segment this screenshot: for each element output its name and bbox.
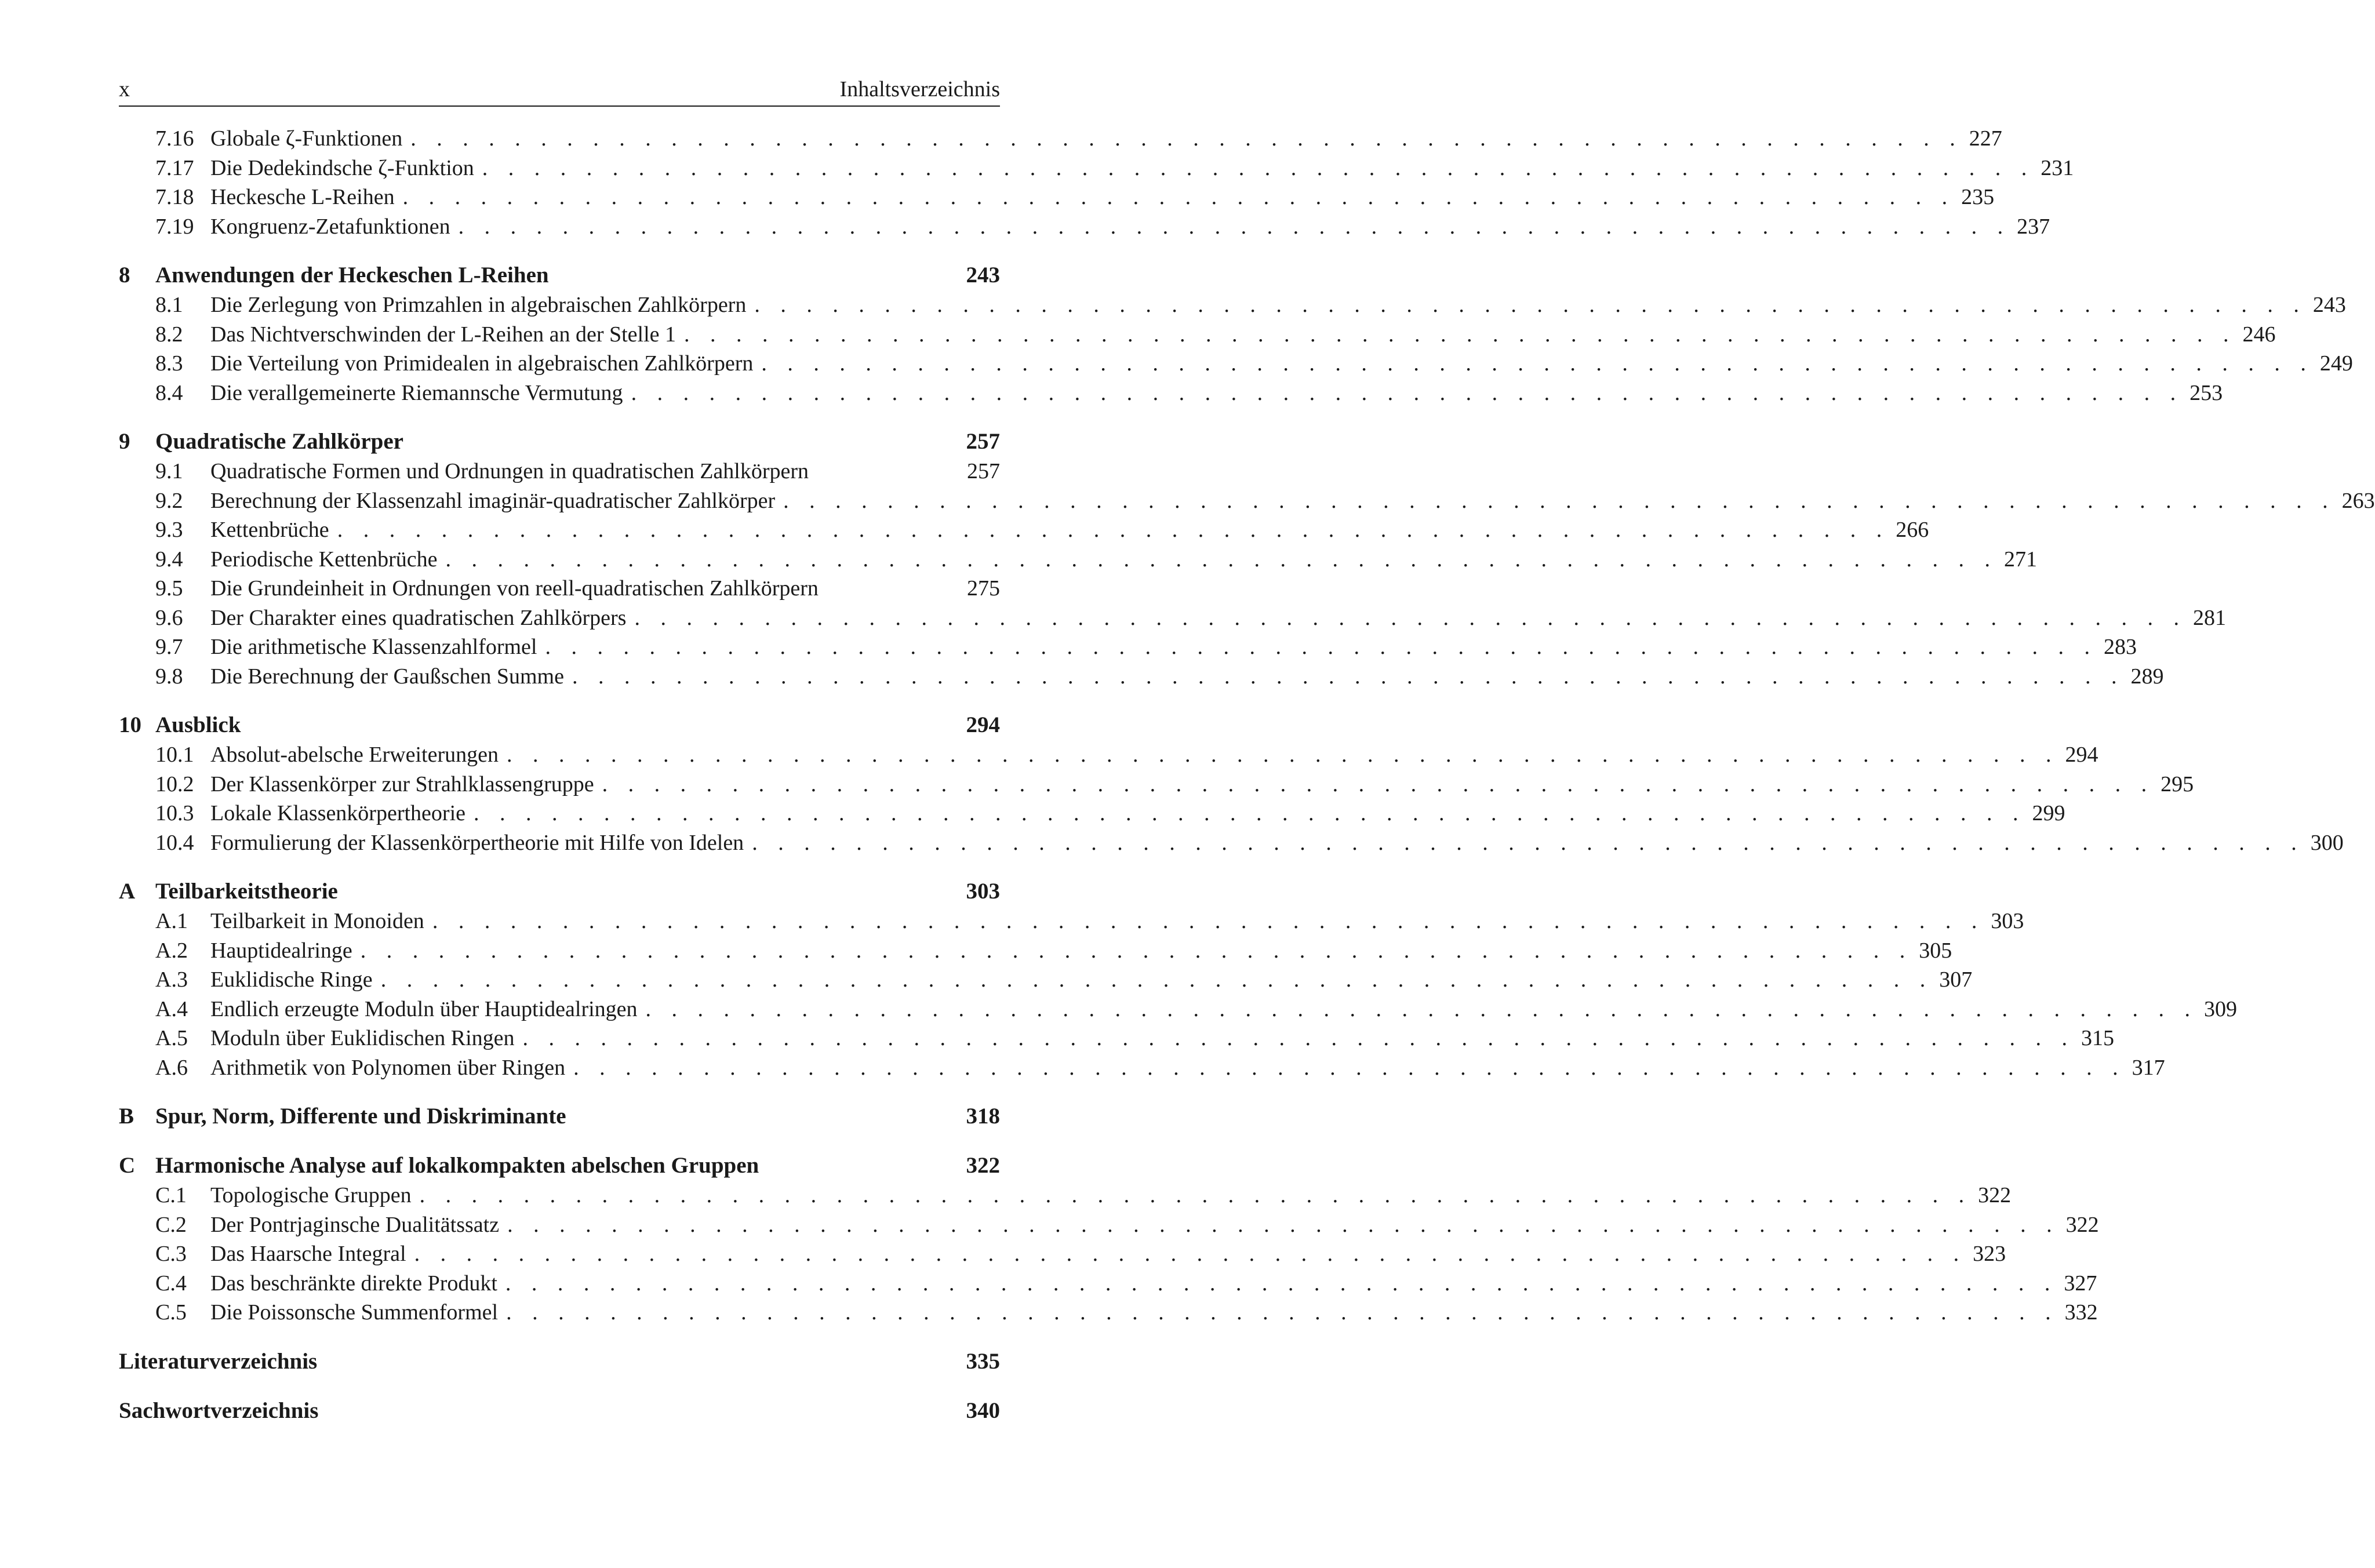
section-number: C.3 [155,1242,187,1266]
toc-entry[interactable] [119,907,2024,936]
toc-entry[interactable] [119,320,2276,350]
section-number: A.5 [155,1026,188,1050]
page-number: 335 [966,1348,1000,1374]
dot-leader [432,907,1985,936]
toc-entry[interactable] [119,457,1000,486]
toc-entry[interactable] [119,124,2002,154]
section-number: 8.4 [155,380,183,405]
page-number: 281 [2192,605,2226,630]
chapter-heading[interactable] [119,427,1000,457]
page-number: 294 [966,712,1000,737]
chapter-number: 8 [119,263,130,288]
section-title: Die arithmetische Klassenzahlformel [210,635,537,659]
page-number: 227 [1969,126,2002,151]
page-number: 327 [2064,1271,2097,1296]
section-title: Die Dedekindsche ζ-Funktion [210,155,474,180]
dot-leader [420,1181,1972,1210]
toc-entry[interactable] [119,154,2074,183]
chapter-title: Harmonische Analyse auf lokalkompakten abelschen Gruppen [155,1153,759,1178]
section-title: Euklidische Ringe [210,967,373,992]
page-number: 295 [2161,772,2194,796]
chapter-title: Sachwortverzeichnis [119,1398,319,1423]
section-number: 10.3 [155,801,194,825]
section-title: Topologische Gruppen [210,1183,412,1207]
page-number: 300 [2310,830,2344,855]
toc-entry[interactable] [119,1210,2099,1240]
page-number: 283 [2103,635,2137,659]
section-number: 9.8 [155,664,183,689]
section-number: 8.1 [155,293,183,317]
section-title: Lokale Klassenkörpertheorie [210,801,465,825]
toc-entry[interactable] [119,662,2164,692]
chapter-9 [119,427,2375,691]
table-of-contents [119,124,2375,1426]
section-number: 9.7 [155,635,183,659]
page-number: 322 [2065,1212,2099,1237]
toc-entry[interactable] [119,290,2346,320]
page-number: 289 [2130,664,2164,689]
section-title: Kettenbrüche [210,518,329,542]
section-number: C.1 [155,1183,187,1207]
section-title: Der Pontrjaginsche Dualitätssatz [210,1212,500,1237]
dot-leader [752,828,2304,858]
section-title: Heckesche L-Reihen [210,185,395,209]
chapter-heading[interactable] [119,260,1000,290]
chapter-title: Quadratische Zahlkörper [155,429,403,454]
section-number: 9.5 [155,576,183,601]
page-folio: x [119,77,130,101]
dot-leader [631,379,2184,408]
dot-leader [414,1239,1967,1269]
page-number: 303 [1991,909,2024,933]
bibliography [119,1347,1000,1377]
toc-entry[interactable] [119,799,2065,828]
page-number: 332 [2064,1300,2098,1325]
appendix-a [119,876,2238,1082]
dot-leader [523,1024,2075,1053]
dot-leader [507,1210,2060,1240]
page-number: 322 [966,1153,1000,1178]
appendix-c [119,1151,2099,1327]
dot-leader [482,154,2035,183]
dot-leader [474,799,2026,828]
section-number: 8.2 [155,322,183,347]
page-number: 305 [1919,938,1952,963]
toc-entry[interactable] [119,828,2344,858]
page-number: 294 [2065,743,2098,767]
section-title: Die Poissonsche Summenformel [210,1300,499,1325]
dot-leader [602,770,2155,799]
section-number: 9.3 [155,518,183,542]
dot-leader [381,965,1933,995]
chapter-title: Literaturverzeichnis [119,1348,318,1374]
toc-entry[interactable] [119,632,2137,662]
section-number: 9.1 [155,459,183,483]
chapter-number: 10 [119,712,141,737]
chapter-title: Ausblick [155,712,241,737]
chapter-title: Teilbarkeitstheorie [155,879,338,904]
chapter-heading[interactable] [119,1101,1000,1132]
page-number: 243 [2312,293,2346,317]
page-number: 275 [967,576,1000,601]
toc-entry[interactable] [119,1298,2098,1327]
chapter-10 [119,710,2344,857]
running-head-title: Inhaltsverzeichnis [839,77,1000,101]
section-number: 9.6 [155,605,183,630]
toc-entry[interactable] [119,740,2098,770]
section-number: 9.4 [155,547,183,572]
toc-entry[interactable] [119,965,1973,995]
dot-leader [545,632,2097,662]
dot-leader [634,603,2187,633]
section-number: 7.18 [155,185,194,209]
toc-entry[interactable] [119,1239,2006,1269]
page-number: 318 [966,1104,1000,1129]
toc-entry[interactable] [119,603,2226,633]
section-number: 7.19 [155,214,194,239]
page-number: 309 [2204,996,2238,1021]
section-number: 7.17 [155,155,194,180]
page-number: 323 [1973,1242,2006,1266]
section-number: 8.3 [155,351,183,376]
toc-entry[interactable] [119,995,2238,1024]
toc-entry[interactable] [119,349,2353,379]
toc-entry[interactable] [119,1269,2097,1298]
section-title: Das Haarsche Integral [210,1242,406,1266]
dot-leader [506,1298,2058,1327]
toc-entry[interactable] [119,936,1952,966]
page-number: 271 [2003,547,2037,572]
running-head [119,75,1000,107]
section-number: 10.4 [155,830,194,855]
section-title: Die Grundeinheit in Ordnungen von reell-quadratischen Zahlkörpern [210,576,819,601]
page-number: 322 [1978,1183,2012,1207]
page-number: 266 [1896,518,1929,542]
section-title: Die Berechnung der Gaußschen Summe [210,664,564,689]
chapter-number: A [119,879,136,904]
section-number: C.4 [155,1271,187,1296]
chapter-heading[interactable] [119,1396,1000,1426]
page-number: 235 [1961,185,1995,209]
section-title: Hauptidealringe [210,938,352,963]
page-number: 231 [2041,155,2074,180]
section-number: A.1 [155,909,188,933]
chapter-title: Anwendungen der Heckeschen L-Reihen [155,263,549,288]
page-number: 303 [966,879,1000,904]
section-title: Absolut-abelsche Erweiterungen [210,743,499,767]
chapter-title: Spur, Norm, Differente und Diskriminante [155,1104,566,1129]
page-number: 340 [966,1398,1000,1423]
dot-leader [403,183,1955,212]
chapter-8 [119,260,2353,408]
appendix-b [119,1101,1000,1132]
toc-entry[interactable] [119,1024,2115,1053]
section-number: A.3 [155,967,188,992]
section-number: 9.2 [155,488,183,513]
chapter-heading[interactable] [119,1151,1000,1181]
dot-leader [572,662,2125,692]
section-title: Moduln über Euklidischen Ringen [210,1026,515,1050]
section-number: 10.1 [155,743,194,767]
section-title: Kongruenz-Zetafunktionen [210,214,450,239]
toc-entry[interactable] [119,545,2037,574]
page-number: 257 [966,429,1000,454]
page-number: 263 [2341,488,2375,513]
page-number: 249 [2319,351,2353,376]
dot-leader [505,1269,2058,1298]
page-number: 299 [2032,801,2065,825]
chapter-heading[interactable] [119,876,1000,907]
section-title: Quadratische Formen und Ordnungen in quadratischen Zahlkörpern [210,459,809,483]
page-number: 243 [966,263,1000,288]
section-title: Berechnung der Klassenzahl imaginär-quadratischer Zahlkörper [210,488,776,513]
page-number: 315 [2081,1026,2115,1050]
dot-leader [783,486,2336,516]
section-title: Teilbarkeit in Monoiden [210,909,424,933]
dot-leader [337,515,1890,545]
page-number: 253 [2189,380,2223,405]
book-page [119,75,2375,1445]
toc-entry[interactable] [119,183,1995,212]
toc-entry[interactable] [119,515,1929,545]
chapter-number: C [119,1153,136,1178]
page-number: 317 [2132,1055,2165,1080]
section-title: Endlich erzeugte Moduln über Hauptidealringen [210,996,638,1021]
section-number: C.5 [155,1300,187,1325]
page-number: 307 [1939,967,1973,992]
toc-entry[interactable] [119,574,1000,603]
chapter-number: 9 [119,429,130,454]
toc-entry[interactable] [119,212,2050,242]
section-title: Formulierung der Klassenkörpertheorie mit Hilfe von Idelen [210,830,744,855]
page-number: 237 [2017,214,2050,239]
chapter-number: B [119,1104,134,1129]
toc-entry[interactable] [119,770,2194,799]
chapter-heading[interactable] [119,710,1000,740]
section-title: Globale ζ-Funktionen [210,126,403,151]
section-title: Die Zerlegung von Primzahlen in algebraischen Zahlkörpern [210,293,747,317]
dot-leader [754,290,2307,320]
section-number: C.2 [155,1212,187,1237]
dot-leader [361,936,1913,966]
chapter-7-continued [119,124,2074,241]
section-title: Die Verteilung von Primidealen in algebraischen Zahlkörpern [210,351,754,376]
toc-entry[interactable] [119,1053,2165,1083]
toc-entry[interactable] [119,379,2223,408]
section-number: 10.2 [155,772,194,796]
dot-leader [761,349,2314,379]
section-title: Die verallgemeinerte Riemannsche Vermutung [210,380,623,405]
dot-leader [684,320,2236,350]
section-title: Der Charakter eines quadratischen Zahlkörpers [210,605,627,630]
dot-leader [573,1053,2126,1083]
dot-leader [445,545,1998,574]
section-number: A.6 [155,1055,188,1080]
section-title: Das Nichtverschwinden der L-Reihen an der Stelle 1 [210,322,677,347]
toc-entry[interactable] [119,1181,2012,1210]
section-number: A.2 [155,938,188,963]
section-number: 7.16 [155,126,194,151]
section-title: Das beschränkte direkte Produkt [210,1271,497,1296]
section-title: Der Klassenkörper zur Strahlklassengruppe [210,772,594,796]
dot-leader [410,124,1963,154]
section-title: Arithmetik von Polynomen über Ringen [210,1055,566,1080]
dot-leader [507,740,2059,770]
section-number: A.4 [155,996,188,1021]
toc-entry[interactable] [119,486,2375,516]
section-title: Periodische Kettenbrüche [210,547,438,572]
dot-leader [459,212,2011,242]
page-number: 246 [2242,322,2276,347]
chapter-heading[interactable] [119,1347,1000,1377]
page-number: 257 [967,459,1000,483]
subject-index [119,1396,1000,1426]
dot-leader [646,995,2198,1024]
